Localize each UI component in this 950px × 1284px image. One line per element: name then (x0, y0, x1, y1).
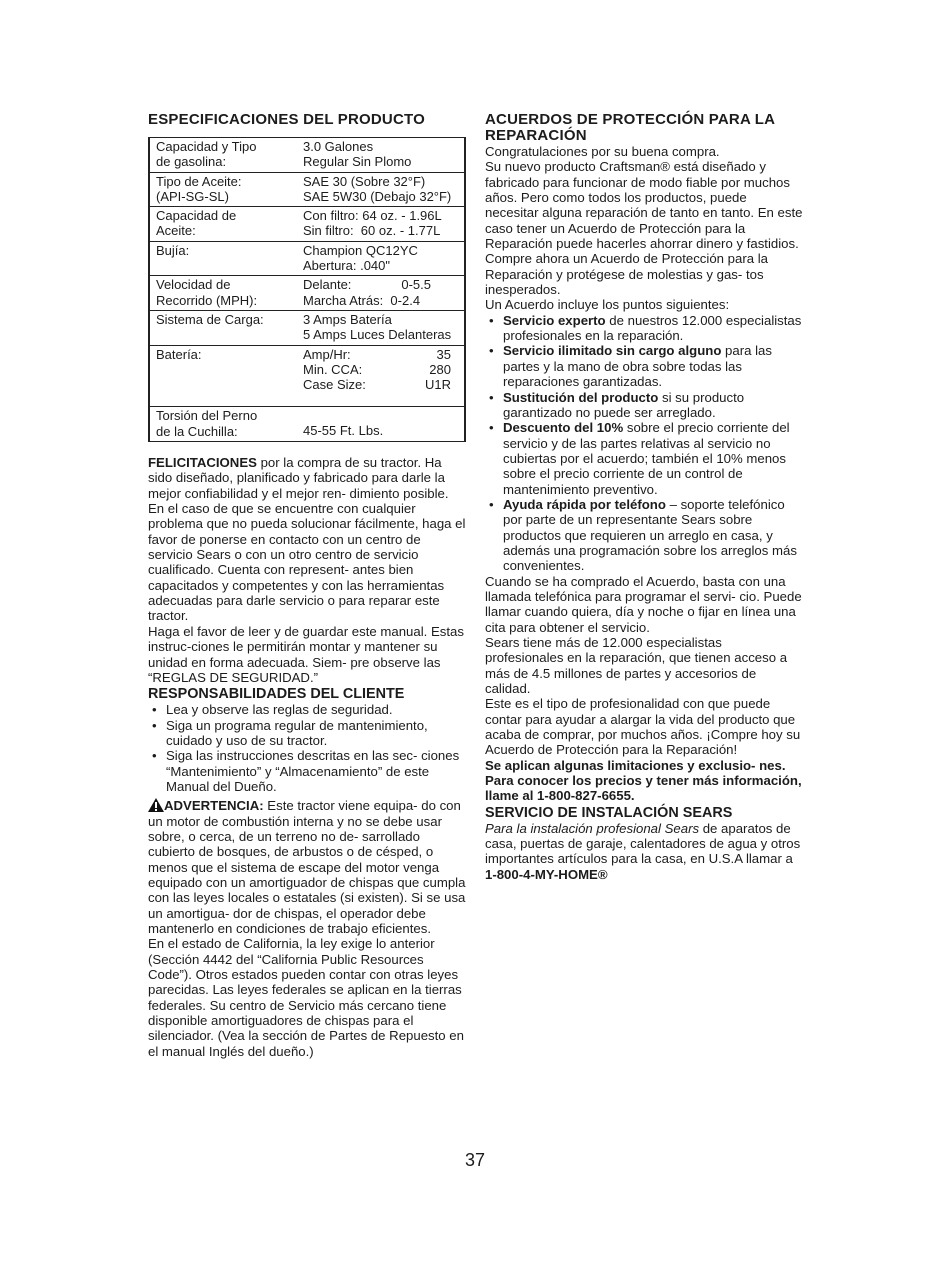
after-paragraph: Sears tiene más de 12.000 especialistas profesionales en la reparación, que tienen acceso a más de 4.5 millones de partes y accesorios de calidad. (485, 635, 788, 697)
protection-heading: ACUERDOS DE PROTECCIÓN PARA LA (485, 111, 776, 128)
spec-heading: ESPECIFICACIONES DEL PRODUCTO (148, 111, 425, 128)
list-item: • Descuento del 10% sobre el precio corriente del servicio y de las partes relativas al servicio no cubiertas por el acuerdo; también el 10% menos sobre el precio corriente de un control de mantenimiento preventivo. (489, 420, 790, 497)
list-item: • Siga las instrucciones descritas en las sec- ciones “Mantenimiento” y “Almacenamiento” de este Manual del Dueño. (152, 748, 460, 794)
after-paragraph: Este es el tipo de profesionalidad con que puede contar para ayudar a alargar la vida del producto que acaba de comprar, por muchos años. ¡Compre hoy su Acuerdo de Protección para la Reparación! (485, 696, 801, 758)
warning-paragraph: ADVERTENCIA: Este tractor viene equipa- do con un motor de combustión interna y no se debe usar sobre, o cerca, de un terreno no de- sarrollado cubierto de bosques, de arbustos o de césped, o menos que el sistema de escape del motor venga equipado con un amortiguador de chispas que cumpla con las leyes locales o estatales (si existen). Si se usa un amortigua- dor de chispas, el operador debe mantenerlo en condiciones de trabajo eficientes. (148, 798, 466, 937)
spec-row: Capacidad y Tipo de gasolina: 3.0 Galones Regular Sin Plomo (149, 138, 465, 173)
responsibilities-heading: RESPONSABILIDADES DEL CLIENTE (148, 686, 405, 703)
intro-paragraph: Congratulaciones por su buena compra. (485, 144, 720, 159)
protection-heading-line2: REPARACIÓN (485, 127, 587, 144)
manual-paragraph: Haga el favor de leer y de guardar este manual. Estas instruc-ciones le permitirán montar y mantener su unidad en forma adecuada. Siem- pre observe las “REGLAS DE SEGURIDAD.” (148, 623, 464, 685)
spec-row: Sistema de Carga: 3 Amps Batería 5 Amps Luces Delanteras (149, 310, 465, 345)
left-column (148, 112, 468, 1059)
california-paragraph: En el estado de California, la ley exige lo anterior (Sección 4442 del “California Public Resources Code”). Otros estados pueden contar con otras leyes parecidas. Las leyes federales se aplican en la tierras federales. Su centro de Servicio más cercano tiene disponible amortiguadores de chispas para el silenciador. (Vea la sección de Partes de Repuesto en el manual Inglés del dueño.) (148, 936, 464, 1059)
spec-row: Capacidad de Aceite: Con filtro: 64 oz. - 1.96L Sin filtro: 60 oz. - 1.77L (149, 207, 465, 242)
list-item: • Servicio ilimitado sin cargo alguno para las partes y la mano de obra sobre todas las reparaciones garantizadas. (489, 343, 772, 390)
page-number: 37 (464, 1150, 486, 1170)
spec-row: Tipo de Aceite: (API-SG-SL) SAE 30 (Sobre 32°F) SAE 5W30 (Debajo 32°F) (149, 172, 465, 207)
spec-row: Bujía: Champion QC12YC Abertura: .040" (149, 241, 465, 276)
after-paragraph: Cuando se ha comprado el Acuerdo, basta con una llamada telefónica para programar el servi- cio. Puede llamar cuando quiera, día y noche o fijar en línea una cita para obtener el servicio. (485, 573, 802, 635)
list-item: • Sustitución del producto si su producto garantizado no puede ser arreglado. (489, 389, 745, 420)
intro-paragraph: Compre ahora un Acuerdo de Protección para la Reparación y protégese de molestias y gas- tos inesperados. (485, 251, 768, 298)
install-heading: SERVICIO DE INSTALACIÓN SEARS (485, 804, 733, 821)
warning-icon (148, 798, 164, 812)
list-item: • Ayuda rápida por teléfono – soporte telefónico por parte de un representante Sears sobre productos que requieren un arreglo en casa, y además una programación sobre los arreglos más convenientes. (489, 496, 797, 574)
list-item: • Lea y observe las reglas de seguridad. (152, 702, 393, 718)
list-item: • Servicio experto de nuestros 12.000 especialistas profesionales en la reparación. (489, 312, 802, 344)
right-column (485, 112, 803, 882)
spec-table (148, 137, 466, 442)
service-paragraph: En el caso de que se encuentre con cualquier problema que no pueda solucionar fácilmente, haga el favor de ponerse en contacto con un centro de servicio Sears o con un otro centro de servicio cualificado. Cuenta con represent- antes bien capacitados y competentes y con las herramientas adecuadas para darle servicio o para reparar este tractor. (148, 501, 466, 624)
responsibilities-list (148, 702, 468, 794)
spec-row: Velocidad de Recorrido (MPH): Delante: 0-5.5 Marcha Atrás: 0-2.4 (149, 276, 465, 311)
spec-row: Batería: Amp/Hr: 35 Min. CCA: 280 Case Size: U1R (149, 345, 465, 407)
congrats-paragraph: FELICITACIONES por la compra de su tractor. Ha sido diseñado, planificado y fabricado para darle la mejor confiabilidad y el mejor ren- dimiento posible. (148, 455, 449, 501)
limitations-notice: Se aplican algunas limitaciones y exclusio- nes. Para conocer los precios y tener más información, llame al 1-800-827-6655. (485, 757, 802, 804)
install-paragraph: Para la instalación profesional Sears de aparatos de casa, puertas de garaje, calentadores de agua y otros importantes artículos para la casa, en U.S.A llamar a (485, 820, 801, 867)
list-item: • Siga un programa regular de mantenimiento, cuidado y uso de su tractor. (152, 717, 428, 748)
spec-row: Torsión del Perno de la Cuchilla: 45-55 Ft. Lbs. (149, 407, 465, 442)
agreement-items-list (485, 313, 803, 574)
intro-paragraph: Un Acuerdo incluye los puntos siguientes: (485, 297, 730, 313)
intro-paragraph: Su nuevo producto Craftsman® está diseñado y fabricado para funcionar de modo fiable por muchos años. Pero como todos los productos, puede necesitar alguna reparación de tanto en tanto. En este caso tener un Acuerdo de Protección para la Reparación puede hacerles ahorrar dinero y fastidios. (485, 159, 803, 252)
install-phone: 1-800-4-MY-HOME® (485, 866, 608, 882)
